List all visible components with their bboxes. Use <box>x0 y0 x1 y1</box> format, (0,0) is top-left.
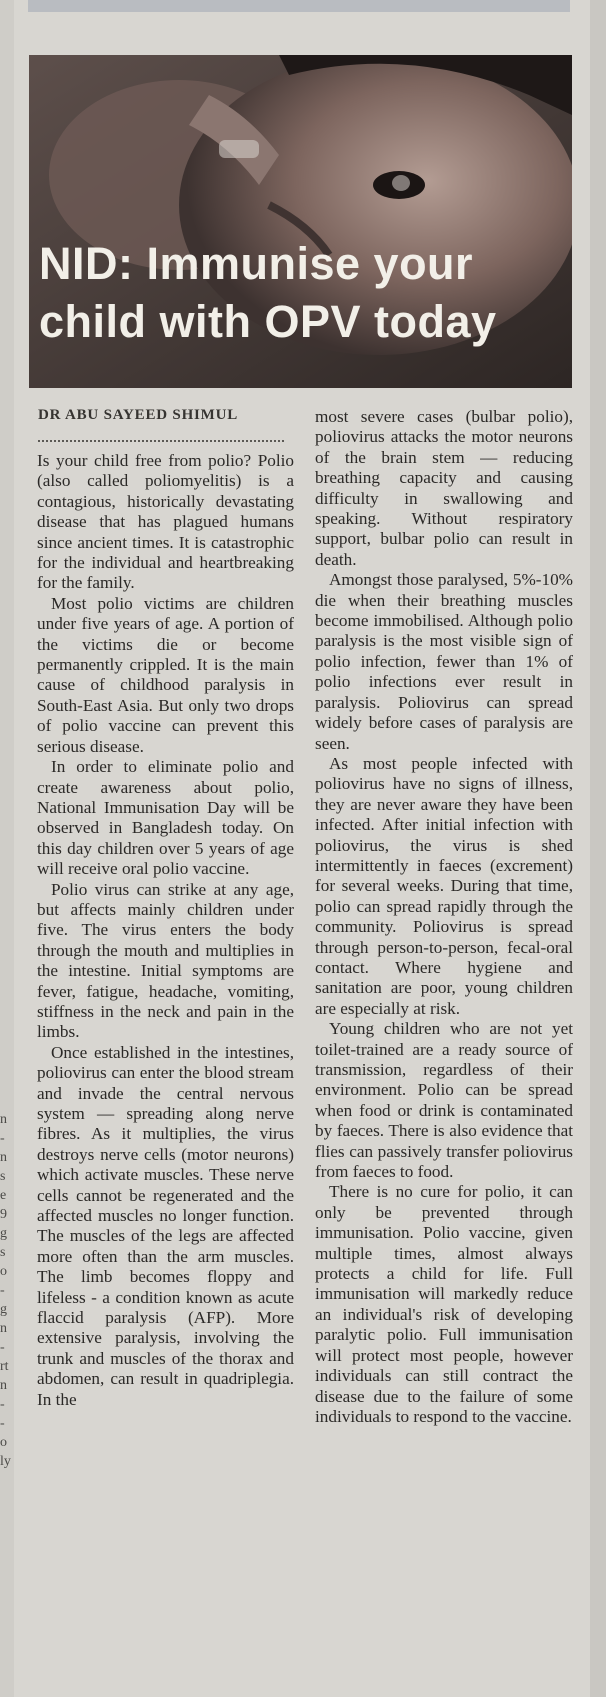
article-photo <box>29 55 572 388</box>
gutter-letter: s <box>0 1245 6 1260</box>
paragraph: Young children who are not yet toilet-trained are a ready source of transmission, regardless of their environment. Polio can be spread when food or drink is contaminated by faeces. There is also evidence that flies can passively transfer poliovirus from faeces to food. <box>315 1019 573 1182</box>
paragraph: Amongst those paralysed, 5%-10% die when their breathing muscles become immobilised. Although polio paralysis is the most visible sign of polio infection, fewer than 1% of polio infections ever result in paralysis. Poliovirus can spread widely before cases of paralysis are seen. <box>315 570 573 753</box>
article-column-2 <box>315 407 573 1427</box>
gutter-letter: ly <box>0 1454 11 1469</box>
adjacent-column-fragment <box>0 1110 12 1471</box>
paragraph: Is your child free from polio? Polio (also called poliomyelitis) is a contagious, historically devastating disease that has plagued humans since ancient times. It is catastrophic for the individual and heartbreaking for the family. <box>37 451 294 593</box>
gutter-letter: - <box>0 1283 5 1298</box>
gutter-letter: n <box>0 1112 7 1127</box>
gutter-letter: n <box>0 1150 7 1165</box>
top-color-bar <box>28 0 570 12</box>
gutter-letter: - <box>0 1340 5 1355</box>
paragraph: most severe cases (bulbar polio), poliovirus attacks the motor neurons of the brain stem — reducing breathing capacity and causing difficulty in swallowing and speaking. Without respiratory support, bulbar polio can result in death. <box>315 407 573 569</box>
gutter-letter: s <box>0 1169 6 1184</box>
right-margin-strip <box>590 0 606 1697</box>
paragraph: Polio virus can strike at any age, but affects mainly children under five. The virus enters the body through the mouth and multiplies in the intestine. Initial symptoms are fever, fatigue, headache, vomiting, stiffness in the neck and pain in the limbs. <box>37 879 294 1042</box>
gutter-letter: - <box>0 1397 5 1412</box>
byline-divider <box>38 440 284 442</box>
paragraph: In order to eliminate polio and create awareness about polio, National Immunisation Day will be observed in Bangladesh today. On this day children over 5 years of age will receive oral polio vaccine. <box>37 757 294 879</box>
headline-line-1: NID: Immunise your <box>39 238 474 289</box>
gutter-letter: o <box>0 1435 7 1450</box>
gutter-letter: - <box>0 1416 5 1431</box>
paragraph: As most people infected with poliovirus have no signs of illness, they are never aware they have been infected. After initial infection with poliovirus, the virus is shed intermittently in faeces (excrement) for several weeks. During that time, polio can spread rapidly through the community. Poliovirus is spread through person-to-person, fecal-oral contact. Where hygiene and sanitation are poor, young children are especially at risk. <box>315 753 573 1018</box>
paragraph: Most polio victims are children under five years of age. A portion of the victims die or become permanently crippled. It is the main cause of childhood paralysis in South-East Asia. But only two drops of polio vaccine can prevent this serious disease. <box>37 593 294 756</box>
gutter-letter: rt <box>0 1359 9 1374</box>
gutter-letter: n <box>0 1378 7 1393</box>
gutter-letter: - <box>0 1131 5 1146</box>
paragraph: There is no cure for polio, it can only be prevented through immunisation. Polio vaccine, given multiple times, almost always protects a child for life. Full immunisation will markedly reduce an individual's risk of developing paralytic polio. Full immunisation will protect most people, however individuals can still contract the disease due to the failure of some individuals to respond to the vaccine. <box>315 1182 573 1426</box>
gutter-letter: 9 <box>0 1207 7 1222</box>
gutter-letter: g <box>0 1302 7 1317</box>
gutter-letter: e <box>0 1188 7 1203</box>
gutter-letter: o <box>0 1264 7 1279</box>
headline <box>39 235 569 351</box>
gutter-letter: g <box>0 1226 7 1241</box>
paragraph: Once established in the intestines, poliovirus can enter the blood stream and invade the central nervous system — spreading along nerve fibres. As it multiplies, the virus destroys nerve cells (motor neurons) which activate muscles. These nerve cells cannot be regenerated and the affected muscles no longer function. The muscles of the legs are affected more often than the arm muscles. The limb becomes floppy and lifeless - a condition known as acute flaccid paralysis (AFP). More extensive paralysis, involving the trunk and muscles of the thorax and abdomen, can result in quadriplegia. In the <box>37 1042 294 1409</box>
article-column-1 <box>37 451 294 1410</box>
gutter-letter: n <box>0 1321 7 1336</box>
headline-line-2: child with OPV today <box>39 296 497 347</box>
byline: DR ABU SAYEED SHIMUL <box>38 407 239 423</box>
